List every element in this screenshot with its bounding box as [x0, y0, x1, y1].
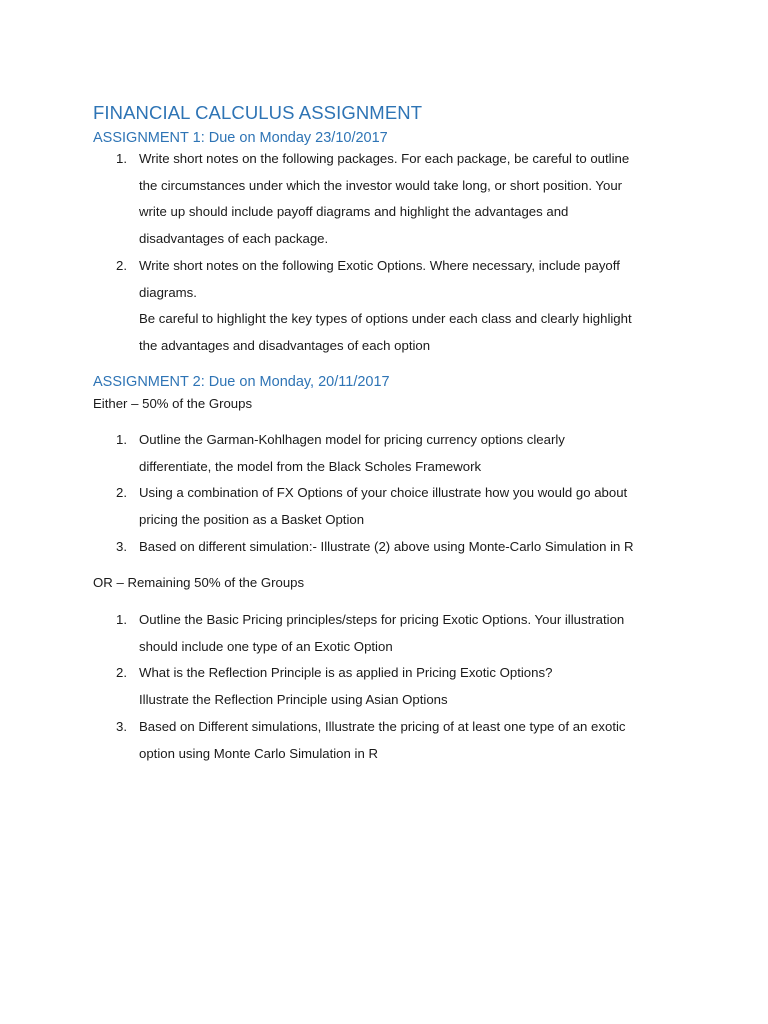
list-item: [0, 253, 768, 360]
list-item: [0, 427, 768, 480]
list-item-number: 2.: [116, 665, 127, 681]
list-item: [0, 146, 768, 253]
list-item-text: Using a combination of FX Options of your choice illustrate how you would go about: [139, 485, 628, 501]
list-item-text: What is the Reflection Principle is as applied in Pricing Exotic Options?: [139, 665, 553, 681]
list-item-text: Write short notes on the following packages. For each package, be careful to outline: [139, 151, 630, 166]
list-item-text: option using Monte Carlo Simulation in R: [139, 745, 378, 761]
list-item-number: 3.: [116, 718, 127, 734]
list-item: [0, 714, 768, 767]
list-item-text: differentiate, the model from the Black Scholes Framework: [139, 458, 482, 474]
list-item: [0, 534, 768, 561]
list-item-text: Illustrate the Reflection Principle using Asian Options: [139, 692, 448, 708]
list-item-text: Based on different simulation:- Illustrate (2) above using Monte-Carlo Simulation in R: [139, 538, 634, 554]
assignment-2-heading: ASSIGNMENT 2: Due on Monday, 20/11/2017: [93, 374, 390, 390]
list-item-text: Outline the Basic Pricing principles/steps for pricing Exotic Options. Your illustration: [139, 612, 625, 627]
list-item-number: 2.: [116, 257, 127, 273]
list-item-text: the circumstances under which the investor would take long, or short position. Your: [139, 177, 623, 193]
list-item-number: 1.: [116, 151, 127, 166]
list-item-text: Based on Different simulations, Illustrate the pricing of at least one type of an exotic: [139, 718, 626, 734]
list-item-text: Be careful to highlight the key types of options under each class and clearly highlight: [139, 311, 632, 327]
list-item-number: 3.: [116, 538, 127, 554]
list-item-text: should include one type of an Exotic Option: [139, 638, 393, 654]
assignment-1-list: [0, 146, 768, 360]
list-item-text: the advantages and disadvantages of each option: [139, 337, 431, 353]
group-a-list: [0, 427, 768, 561]
list-item: [0, 660, 768, 713]
list-item: [0, 607, 768, 660]
group-a-label: Either – 50% of the Groups: [93, 396, 253, 411]
list-item-number: 1.: [116, 612, 127, 627]
list-item-text: diagrams.: [139, 284, 197, 300]
list-item: [0, 480, 768, 533]
list-item-number: 2.: [116, 485, 127, 501]
list-item-text: pricing the position as a Basket Option: [139, 512, 365, 528]
assignment-1-heading: ASSIGNMENT 1: Due on Monday 23/10/2017: [93, 130, 388, 146]
list-item-text: Write short notes on the following Exotic Options. Where necessary, include payoff: [139, 257, 620, 273]
list-item-number: 1.: [116, 432, 127, 447]
list-item-text: Outline the Garman-Kohlhagen model for pricing currency options clearly: [139, 432, 565, 447]
list-item-text: disadvantages of each package.: [139, 231, 329, 247]
group-b-label: OR – Remaining 50% of the Groups: [93, 575, 305, 590]
list-item-text: write up should include payoff diagrams and highlight the advantages and: [139, 204, 569, 220]
document-title: FINANCIAL CALCULUS ASSIGNMENT: [93, 102, 423, 123]
group-b-list: [0, 607, 768, 767]
